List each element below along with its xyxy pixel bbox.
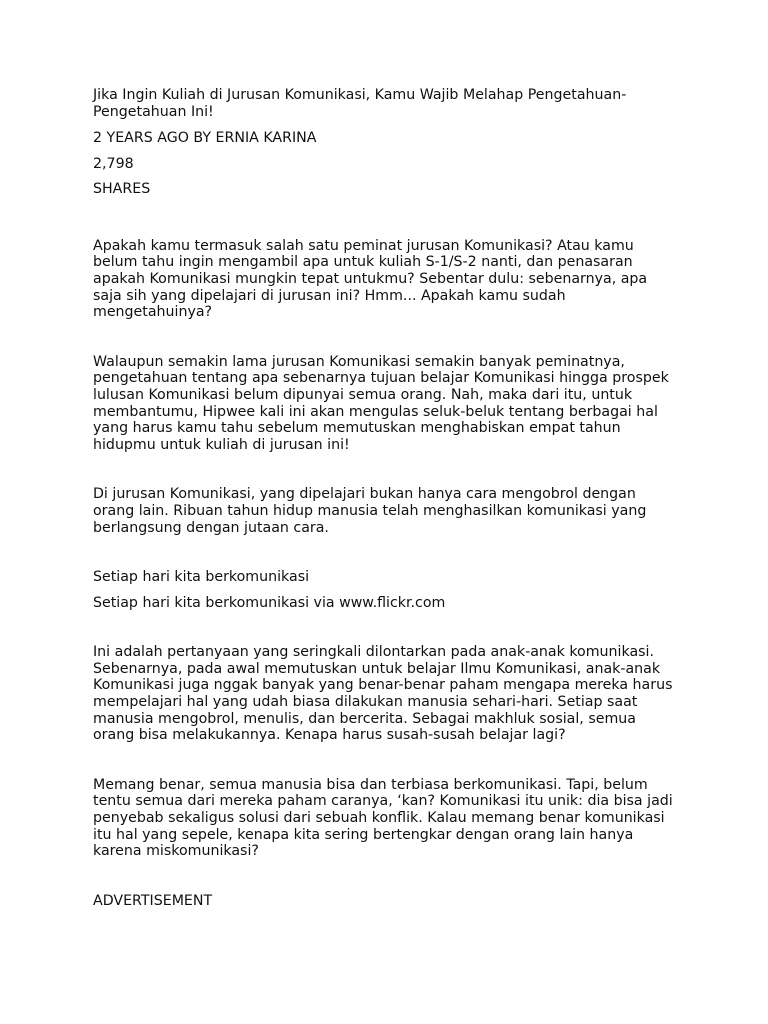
advertisement-label: ADVERTISEMENT	[93, 892, 213, 909]
paragraph-intro	[93, 238, 683, 321]
paragraph-line: lulusan Komunikasi belum dipunyai semua orang. Nah, maka dari itu, untuk	[93, 386, 633, 403]
paragraph-jurusan	[93, 486, 683, 536]
paragraph-line: Memang benar, semua manusia bisa dan terbiasa berkomunikasi. Tapi, belum	[93, 776, 648, 793]
paragraph-line: orang lain. Ribuan tahun hidup manusia telah menghasilkan komunikasi yang	[93, 502, 647, 519]
paragraph-line: mempelajari hal yang udah biasa dilakukan manusia sehari-hari. Setiap saat	[93, 694, 638, 711]
paragraph-line: pengetahuan tentang apa sebenarnya tujuan belajar Komunikasi hingga prospek	[93, 370, 669, 387]
image-caption: Setiap hari kita berkomunikasi via www.flickr.com	[93, 594, 446, 611]
share-count: 2,798	[93, 155, 134, 172]
paragraph-line: membantumu, Hipwee kali ini akan mengulas seluk-beluk tentang berbagai hal	[93, 403, 658, 420]
paragraph-line: karena miskomunikasi?	[93, 843, 259, 860]
image-heading: Setiap hari kita berkomunikasi	[93, 569, 310, 586]
paragraph-line: Sebenarnya, pada awal memutuskan untuk belajar Ilmu Komunikasi, anak-anak	[93, 660, 661, 677]
paragraph-line: Komunikasi juga nggak banyak yang benar-benar paham mengapa mereka harus	[93, 677, 673, 694]
paragraph-line: berlangsung dengan jutaan cara.	[93, 519, 329, 536]
article-byline: 2 YEARS AGO BY ERNIA KARINA	[93, 130, 317, 146]
paragraph-line: hidupmu untuk kuliah di jurusan ini!	[93, 436, 350, 453]
paragraph-line: tentu semua dari mereka paham caranya, ‘kan? Komunikasi itu unik: dia bisa jadi	[93, 793, 673, 810]
paragraph-line: yang harus kamu tahu sebelum memutuskan menghabiskan empat tahun	[93, 420, 621, 437]
paragraph-line: Di jurusan Komunikasi, yang dipelajari bukan hanya cara mengobrol dengan	[93, 486, 636, 503]
paragraph-line: itu hal yang sepele, kenapa kita sering bertengkar dengan orang lain hanya	[93, 826, 634, 843]
paragraph-pertanyaan	[93, 644, 683, 744]
paragraph-line: belum tahu ingin mengambil apa untuk kuliah S-1/S-2 nanti, dan penasaran	[93, 254, 633, 271]
paragraph-line: manusia mengobrol, menulis, dan bercerita. Sebagai makhluk sosial, semua	[93, 710, 636, 727]
article-title-line: Jika Ingin Kuliah di Jurusan Komunikasi, Kamu Wajib Melahap Pengetahuan-	[93, 87, 627, 103]
paragraph-line: saja sih yang dipelajari di jurusan ini? Hmm... Apakah kamu sudah	[93, 287, 566, 304]
paragraph-line: Apakah kamu termasuk salah satu peminat jurusan Komunikasi? Atau kamu	[93, 237, 634, 254]
article-title	[93, 87, 683, 121]
paragraph-line: orang bisa melakukannya. Kenapa harus susah-susah belajar lagi?	[93, 727, 566, 744]
paragraph-line: Ini adalah pertanyaan yang seringkali dilontarkan pada anak-anak komunikasi.	[93, 644, 654, 661]
article-title-line: Pengetahuan Ini!	[93, 103, 214, 120]
paragraph-line: penyebab sekaligus solusi dari sebuah konflik. Kalau memang benar komunikasi	[93, 810, 665, 827]
paragraph-line: apakah Komunikasi mungkin tepat untukmu? Sebentar dulu: sebenarnya, apa	[93, 270, 648, 287]
article	[93, 87, 683, 909]
paragraph-line: mengetahuinya?	[93, 304, 213, 321]
share-label: SHARES	[93, 181, 151, 198]
paragraph-memang	[93, 777, 683, 860]
paragraph-line: Walaupun semakin lama jurusan Komunikasi semakin banyak peminatnya,	[93, 353, 625, 370]
paragraph-walaupun	[93, 354, 683, 454]
